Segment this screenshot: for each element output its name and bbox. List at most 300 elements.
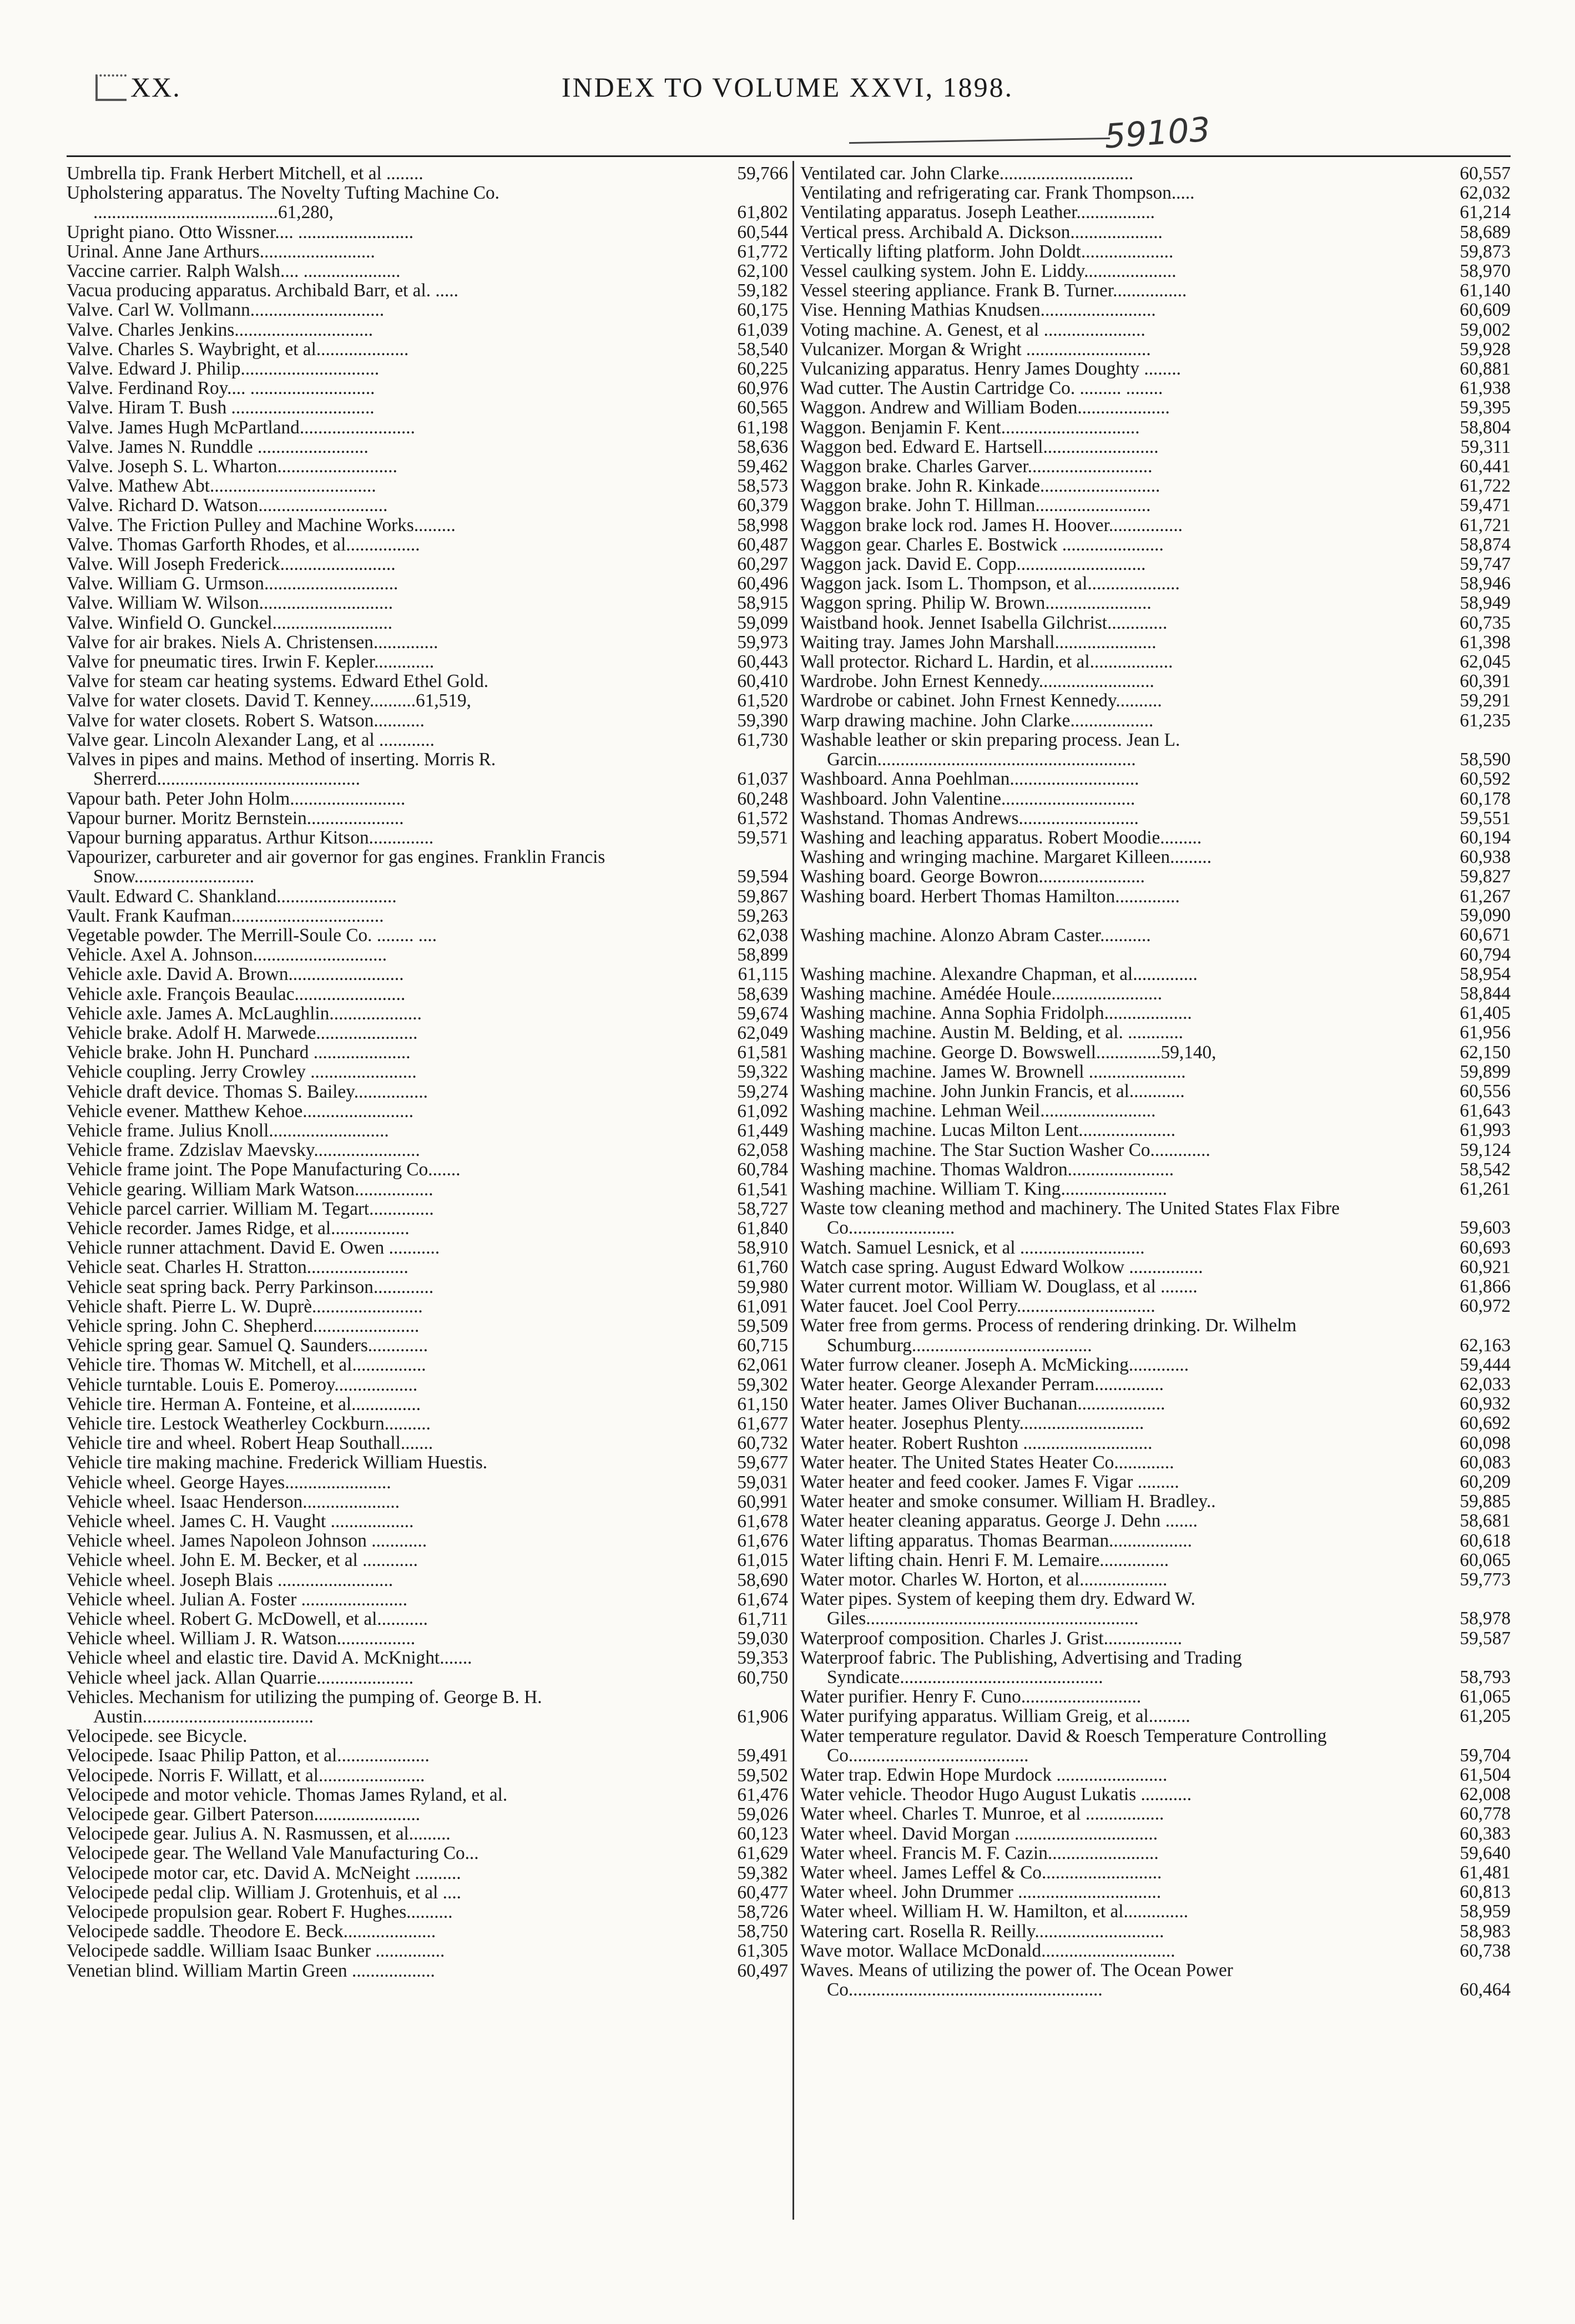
entry-number: 59,382 xyxy=(737,1862,788,1883)
entry-number: 59,674 xyxy=(737,1003,788,1024)
entry-number: 60,379 xyxy=(737,495,788,516)
index-entry xyxy=(67,1668,788,1688)
entry-number: 59,353 xyxy=(737,1648,788,1669)
entry-text: Waggon jack. Isom L. Thompson, et al.................... xyxy=(800,573,1180,594)
entry-number: 61,866 xyxy=(1460,1276,1511,1297)
entry-text: Valve. Charles Jenkins.............................. xyxy=(67,319,373,340)
index-entry xyxy=(67,1297,788,1316)
entry-number: 59,827 xyxy=(1460,866,1511,887)
entry-number: 60,565 xyxy=(737,397,788,418)
entry-text: Water heater. George Alexander Perram............... xyxy=(800,1373,1164,1395)
index-column-left xyxy=(67,164,788,1981)
entry-text: Vehicle tire making machine. Frederick William Huestis. xyxy=(67,1452,488,1473)
entry-text: Vehicle wheel. Julian A. Foster ....................... xyxy=(67,1589,408,1610)
index-entry xyxy=(67,457,788,476)
entry-number: 61,235 xyxy=(1460,710,1511,731)
entry-text: Water trap. Edwin Hope Murdock ........................ xyxy=(800,1765,1168,1786)
index-entry xyxy=(800,1101,1511,1120)
index-entry xyxy=(800,984,1511,1003)
entry-number: 60,991 xyxy=(737,1491,788,1512)
entry-text: Upright piano. Otto Wissner.... ......................... xyxy=(67,221,414,242)
index-entry xyxy=(67,1531,788,1550)
index-entry xyxy=(800,613,1511,633)
index-entry xyxy=(67,906,788,926)
index-entry xyxy=(800,671,1511,691)
entry-number: 59,491 xyxy=(737,1745,788,1766)
entry-number: 60,921 xyxy=(1460,1256,1511,1277)
entry-number: 59,026 xyxy=(737,1804,788,1825)
entry-number: 61,305 xyxy=(737,1941,788,1962)
index-entry xyxy=(67,1082,788,1102)
index-entry xyxy=(67,1824,788,1843)
entry-number: 61,572 xyxy=(737,807,788,828)
index-entry xyxy=(800,1882,1511,1902)
index-entry xyxy=(800,887,1511,906)
entry-text: Valve for air brakes. Niels A. Christensen.............. xyxy=(67,631,438,653)
index-entry xyxy=(67,1570,788,1590)
index-entry xyxy=(800,1511,1511,1530)
entry-number: 59,603 xyxy=(1460,1217,1511,1239)
entry-text: Valve. James Hugh McPartland......................... xyxy=(67,417,415,438)
index-entry xyxy=(67,437,788,457)
index-entry xyxy=(67,1473,788,1492)
index-entry xyxy=(67,671,788,691)
entry-number: 59,099 xyxy=(737,612,788,633)
index-entry xyxy=(67,926,788,945)
entry-text: Vehicle tire. Thomas W. Mitchell, et al................ xyxy=(67,1355,426,1376)
index-entry xyxy=(67,516,788,535)
entry-text: Ventilating and refrigerating car. Frank Thompson..... xyxy=(800,183,1195,204)
entry-text: Water wheel. John Drummer ............................... xyxy=(800,1882,1162,1903)
index-entry xyxy=(800,320,1511,340)
entry-text: Washing machine. James W. Brownell ..................... xyxy=(800,1061,1186,1082)
entry-number: 60,477 xyxy=(737,1882,788,1903)
entry-text: Velocipede. Isaac Philip Patton, et al.................... xyxy=(67,1745,430,1766)
entry-text: Washstand. Thomas Andrews.......................... xyxy=(800,807,1139,828)
entry-text: Water heater cleaning apparatus. George J. Dehn ....... xyxy=(800,1510,1198,1532)
index-entry xyxy=(800,554,1511,574)
index-entry xyxy=(800,652,1511,671)
entry-text: Water wheel. William H. W. Hamilton, et al.............. xyxy=(800,1901,1189,1922)
entry-text: Watering cart. Rosella R. Reilly............................ xyxy=(800,1921,1164,1942)
index-entry xyxy=(67,1395,788,1414)
index-entry xyxy=(800,1140,1511,1160)
entry-number: 60,735 xyxy=(1460,612,1511,633)
entry-text: Washboard. Anna Poehlman............................ xyxy=(800,769,1139,790)
entry-text: Velocipede propulsion gear. Robert F. Hughes.......... xyxy=(67,1902,453,1923)
index-entry xyxy=(67,242,788,261)
entry-number: 62,163 xyxy=(1460,1335,1511,1356)
entry-text: Waggon spring. Philip W. Brown....................... xyxy=(800,593,1152,614)
entry-text: Vacua producing apparatus. Archibald Barr, et al. ..... xyxy=(67,280,458,301)
entry-number: 59,980 xyxy=(737,1276,788,1297)
entry-text: Vapour bath. Peter John Holm......................... xyxy=(67,788,406,809)
entry-text: Vegetable powder. The Merrill-Soule Co. ........ .... xyxy=(67,924,437,946)
entry-number: 61,711 xyxy=(738,1609,788,1630)
entry-number: 61,674 xyxy=(737,1589,788,1610)
entry-number: 61,015 xyxy=(737,1550,788,1571)
entry-text: Valve. Carl W. Vollmann............................. xyxy=(67,300,385,321)
entry-text: Vehicle wheel. John E. M. Becker, et al ............ xyxy=(67,1550,418,1571)
entry-text: Vehicle parcel carrier. William M. Tegart.............. xyxy=(67,1198,434,1219)
entry-text: Washing machine. George D. Bowswell..............59,140, xyxy=(800,1042,1216,1063)
entry-text: Washing and leaching apparatus. Robert Moodie......... xyxy=(800,827,1202,848)
entry-number: 60,209 xyxy=(1460,1472,1511,1492)
entry-number: 58,959 xyxy=(1460,1901,1511,1922)
entry-text: Valve for water closets. Robert S. Watson........... xyxy=(67,710,425,731)
index-entry xyxy=(67,1688,788,1726)
index-entry xyxy=(67,1180,788,1199)
index-entry xyxy=(67,1902,788,1922)
entry-number: 61,481 xyxy=(1460,1862,1511,1883)
index-entry xyxy=(800,1922,1511,1941)
index-entry xyxy=(800,1941,1511,1961)
entry-number: 59,571 xyxy=(737,827,788,848)
handwritten-note: 59103 xyxy=(1103,110,1212,156)
index-entry xyxy=(67,496,788,515)
entry-number: 58,689 xyxy=(1460,221,1511,242)
index-entry xyxy=(800,1531,1511,1550)
index-entry xyxy=(67,633,788,652)
index-entry xyxy=(67,613,788,633)
entry-text: Water purifier. Henry F. Cuno.......................... xyxy=(800,1686,1142,1707)
index-entry xyxy=(67,574,788,593)
entry-text: Vehicle evener. Matthew Kehoe........................ xyxy=(67,1100,414,1121)
entry-text: Vehicle axle. James A. McLaughlin.................... xyxy=(67,1003,422,1024)
entry-text: Vise. Henning Mathias Knudsen......................... xyxy=(800,300,1156,321)
index-entry xyxy=(800,1629,1511,1648)
entry-text: Valve for pneumatic tires. Irwin F. Kepler............. xyxy=(67,651,435,673)
index-entry xyxy=(67,828,788,847)
index-entry xyxy=(800,691,1511,710)
entry-number: 62,038 xyxy=(737,924,788,946)
entry-number: 60,784 xyxy=(737,1159,788,1180)
index-entry xyxy=(67,1121,788,1140)
entry-number: 60,972 xyxy=(1460,1296,1511,1317)
entry-text: Vertical press. Archibald A. Dickson.................... xyxy=(800,221,1163,242)
index-entry xyxy=(67,164,788,183)
index-entry xyxy=(800,1765,1511,1785)
entry-text: Vehicle wheel jack. Allan Quarrie..................... xyxy=(67,1667,414,1688)
entry-number: 60,556 xyxy=(1460,1080,1511,1102)
index-entry xyxy=(800,1199,1511,1237)
entry-number: 61,091 xyxy=(737,1296,788,1317)
index-entry xyxy=(800,1413,1511,1433)
entry-text: Valve. Winfield O. Gunckel.......................... xyxy=(67,612,393,633)
index-entry xyxy=(800,300,1511,320)
entry-number: 58,998 xyxy=(737,514,788,535)
entry-number: 61,115 xyxy=(738,964,788,985)
index-entry xyxy=(67,1550,788,1570)
entry-text: Vessel caulking system. John E. Liddy.................... xyxy=(800,261,1177,282)
index-entry xyxy=(800,1843,1511,1863)
entry-text: Waterproof composition. Charles J. Grist................. xyxy=(800,1628,1183,1649)
entry-number: 61,520 xyxy=(737,690,788,711)
entry-text: Valve. Thomas Garforth Rhodes, et al................ xyxy=(67,534,420,555)
entry-number: 61,721 xyxy=(1460,514,1511,535)
entry-text: Wave motor. Wallace McDonald............................. xyxy=(800,1940,1175,1961)
entry-text: Washing machine. William T. King....................... xyxy=(800,1178,1167,1199)
entry-text: Washable leather or skin preparing process. Jean L. Garcin........................................................ xyxy=(800,729,1180,770)
entry-text: Vapour burning apparatus. Arthur Kitson.............. xyxy=(67,827,434,848)
entry-number: 59,090 60,671 60,794 xyxy=(1460,905,1511,965)
entry-text: Water furrow cleaner. Joseph A. McMicking............. xyxy=(800,1354,1189,1375)
entry-text: Velocipede motor car, etc. David A. McNeight .......... xyxy=(67,1862,461,1883)
entry-text: Velocipede gear. Julius A. N. Rasmussen, et al......... xyxy=(67,1823,451,1845)
entry-text: Washing machine. Lucas Milton Lent..................... xyxy=(800,1120,1176,1141)
entry-number: 62,032 xyxy=(1460,183,1511,204)
index-entry xyxy=(67,1883,788,1902)
index-entry xyxy=(67,711,788,730)
entry-number: 59,030 xyxy=(737,1628,788,1649)
entry-number: 58,949 xyxy=(1460,593,1511,614)
entry-text: Valve. William W. Wilson............................. xyxy=(67,593,393,614)
index-entry xyxy=(800,1082,1511,1101)
index-entry xyxy=(800,1023,1511,1042)
entry-number: 58,970 xyxy=(1460,261,1511,282)
index-entry xyxy=(67,1355,788,1375)
entry-text: Water wheel. Francis M. F. Cazin........................ xyxy=(800,1842,1159,1863)
entry-number: 62,150 xyxy=(1460,1042,1511,1063)
entry-number: 62,008 xyxy=(1460,1784,1511,1805)
index-entry xyxy=(800,535,1511,554)
index-entry xyxy=(67,320,788,340)
page-title: INDEX TO VOLUME XXVI, 1898. xyxy=(561,72,1014,103)
entry-text: Water temperature regulator. David & Roesch Temperature Controlling Co....................................... xyxy=(800,1725,1327,1766)
entry-number: 58,681 xyxy=(1460,1510,1511,1532)
entry-text: Wardrobe. John Ernest Kennedy......................... xyxy=(800,671,1154,692)
entry-number: 60,750 xyxy=(737,1667,788,1688)
entry-number: 62,049 xyxy=(737,1022,788,1043)
entry-text: Valve for water closets. David T. Kenney..........61,519, xyxy=(67,690,471,711)
index-entry xyxy=(67,1746,788,1765)
entry-text: Waggon. Andrew and William Boden.................... xyxy=(800,397,1170,418)
entry-number: 60,976 xyxy=(737,378,788,399)
entry-number: 61,840 xyxy=(737,1217,788,1239)
entry-number: 59,594 xyxy=(737,866,788,887)
index-column-right xyxy=(800,164,1511,1999)
entry-text: Waggon gear. Charles E. Bostwick ...................... xyxy=(800,534,1164,555)
entry-text: Water heater. Robert Rushton ............................ xyxy=(800,1432,1153,1453)
entry-number: 60,496 xyxy=(737,573,788,594)
entry-text: Washboard. John Valentine............................. xyxy=(800,788,1135,809)
entry-text: Waggon brake lock rod. James H. Hoover................ xyxy=(800,514,1183,535)
entry-number: 58,639 xyxy=(737,983,788,1004)
entry-text: Vehicle spring. John C. Shepherd....................... xyxy=(67,1315,420,1336)
index-entry xyxy=(67,1805,788,1824)
entry-text: Vehicle seat. Charles H. Stratton...................... xyxy=(67,1257,408,1278)
entry-number: 61,398 xyxy=(1460,631,1511,653)
entry-number: 61,581 xyxy=(737,1042,788,1063)
entry-number: 59,747 xyxy=(1460,554,1511,575)
entry-number: 59,182 xyxy=(737,280,788,301)
entry-number: 59,274 xyxy=(737,1081,788,1102)
index-entry xyxy=(800,398,1511,417)
index-entry xyxy=(67,1238,788,1257)
index-entry xyxy=(67,1843,788,1863)
index-entry xyxy=(800,1589,1511,1628)
entry-number: 59,471 xyxy=(1460,495,1511,516)
entry-number: 58,793 xyxy=(1460,1667,1511,1688)
entry-number: 59,311 xyxy=(1460,436,1511,457)
index-entry xyxy=(800,847,1511,867)
entry-text: Valve. Hiram T. Bush ............................... xyxy=(67,397,375,418)
entry-text: Vehicle wheel. Isaac Henderson..................... xyxy=(67,1491,400,1512)
entry-number: 58,727 xyxy=(737,1198,788,1219)
index-entry xyxy=(67,1316,788,1336)
index-entry xyxy=(800,1394,1511,1413)
entry-number: 61,039 xyxy=(737,319,788,340)
entry-number: 60,383 xyxy=(1460,1823,1511,1844)
entry-text: Velocipede saddle. William Isaac Bunker ............... xyxy=(67,1941,445,1962)
entry-text: Vault. Edward C. Shankland.......................... xyxy=(67,886,397,907)
index-entry xyxy=(800,1863,1511,1882)
index-entry xyxy=(800,1648,1511,1687)
index-entry xyxy=(67,1004,788,1023)
index-entry xyxy=(800,964,1511,984)
entry-text: Washing machine. Alonzo Abram Caster........... xyxy=(800,924,1151,946)
entry-number: 61,037 xyxy=(737,769,788,790)
entry-number: 59,551 xyxy=(1460,807,1511,828)
entry-text: Vehicle wheel. William J. R. Watson................. xyxy=(67,1628,416,1649)
entry-number: 61,261 xyxy=(1460,1178,1511,1199)
index-entry xyxy=(800,1316,1511,1355)
entry-number: 62,100 xyxy=(737,261,788,282)
entry-number: 59,302 xyxy=(737,1374,788,1395)
index-entry xyxy=(67,1043,788,1062)
index-entry xyxy=(67,1766,788,1785)
entry-number: 59,291 xyxy=(1460,690,1511,711)
index-entry xyxy=(67,281,788,300)
entry-text: Vehicle spring gear. Samuel Q. Saunders............. xyxy=(67,1335,428,1356)
index-entry xyxy=(67,750,788,789)
entry-text: Water heater. Josephus Plenty........................... xyxy=(800,1413,1144,1434)
entry-number: 61,267 xyxy=(1460,886,1511,907)
entry-number: 60,225 xyxy=(737,358,788,380)
entry-number: 58,954 xyxy=(1460,963,1511,984)
entry-number: 60,692 xyxy=(1460,1413,1511,1434)
entry-text: Wall protector. Richard L. Hardin, et al.................. xyxy=(800,651,1173,673)
index-entry xyxy=(67,223,788,242)
entry-text: Waggon. Benjamin F. Kent.............................. xyxy=(800,417,1140,438)
index-entry xyxy=(800,711,1511,730)
index-entry xyxy=(800,906,1511,964)
index-entry xyxy=(67,1414,788,1433)
index-entry xyxy=(800,1433,1511,1453)
index-entry xyxy=(800,359,1511,378)
entry-number: 61,504 xyxy=(1460,1765,1511,1786)
entry-text: Valve for steam car heating systems. Edward Ethel Gold. xyxy=(67,671,489,692)
entry-number: 61,405 xyxy=(1460,1003,1511,1024)
entry-text: Water wheel. Charles T. Munroe, et al ................. xyxy=(800,1803,1164,1825)
entry-text: Vertically lifting platform. John Doldt.................... xyxy=(800,241,1174,262)
entry-number: 59,973 xyxy=(737,631,788,653)
entry-text: Water faucet. Joel Cool Perry.............................. xyxy=(800,1296,1155,1317)
entry-number: 58,573 xyxy=(737,476,788,497)
entry-text: Venetian blind. William Martin Green .................. xyxy=(67,1960,435,1981)
index-entry xyxy=(800,418,1511,437)
entry-number: 61,198 xyxy=(737,417,788,438)
entry-text: Velocipede gear. The Welland Vale Manufacturing Co... xyxy=(67,1843,479,1864)
entry-text: Vapour burner. Moritz Bernstein..................... xyxy=(67,807,404,828)
index-entry xyxy=(800,633,1511,652)
entry-text: Vehicle gearing. William Mark Watson................. xyxy=(67,1179,433,1200)
entry-text: Vehicle wheel. Robert G. McDowell, et al........... xyxy=(67,1609,428,1630)
entry-number: 60,932 xyxy=(1460,1393,1511,1414)
index-entry xyxy=(67,340,788,359)
entry-number: 62,058 xyxy=(737,1140,788,1161)
entry-text: Vehicle shaft. Pierre L. W. Duprè........................ xyxy=(67,1296,423,1317)
entry-number: 61,205 xyxy=(1460,1706,1511,1727)
entry-number: 61,802 xyxy=(737,202,788,223)
entry-number: 60,175 xyxy=(737,300,788,321)
entry-text: Waiting tray. James John Marshall...................... xyxy=(800,631,1157,653)
index-entry xyxy=(800,340,1511,359)
index-entry xyxy=(800,1120,1511,1140)
entry-text: Valve. William G. Urmson............................. xyxy=(67,573,398,594)
entry-text: Waggon brake. John R. Kinkade.......................... xyxy=(800,476,1160,497)
index-entry xyxy=(800,437,1511,457)
entry-number: 59,899 xyxy=(1460,1061,1511,1082)
index-entry xyxy=(67,1140,788,1160)
index-entry xyxy=(67,398,788,417)
entry-number: 60,715 xyxy=(737,1335,788,1356)
index-entry xyxy=(67,1726,788,1746)
index-entry xyxy=(67,1102,788,1121)
entry-number: 59,766 xyxy=(737,163,788,184)
entry-text: Vessel steering appliance. Frank B. Turner................ xyxy=(800,280,1187,301)
entry-number: 62,033 xyxy=(1460,1373,1511,1395)
index-entry xyxy=(800,867,1511,886)
entry-number: 58,978 xyxy=(1460,1608,1511,1629)
index-entry xyxy=(67,789,788,809)
entry-number: 60,544 xyxy=(737,221,788,242)
entry-number: 59,031 xyxy=(737,1472,788,1493)
entry-number: 60,557 xyxy=(1460,163,1511,184)
index-entry xyxy=(67,1785,788,1805)
index-entry xyxy=(800,730,1511,769)
index-entry xyxy=(67,691,788,710)
header-rule xyxy=(67,155,1511,157)
index-entry xyxy=(800,164,1511,183)
entry-number: 61,938 xyxy=(1460,378,1511,399)
entry-number: 60,441 xyxy=(1460,456,1511,477)
handwritten-stroke xyxy=(849,138,1110,144)
entry-number: 58,590 xyxy=(1460,749,1511,770)
entry-text: Upholstering apparatus. The Novelty Tufting Machine Co. ........................................61,280, xyxy=(67,183,499,223)
entry-text: Washing machine. Alexandre Chapman, et al.............. xyxy=(800,963,1198,984)
entry-number: 61,476 xyxy=(737,1784,788,1805)
entry-text: Waterproof fabric. The Publishing, Advertising and Trading Syndicate............................................ xyxy=(800,1647,1242,1688)
entry-text: Voting machine. A. Genest, et al ...................... xyxy=(800,319,1145,340)
entry-text: Vehicle recorder. James Ridge, et al................. xyxy=(67,1217,410,1239)
entry-text: Wardrobe or cabinet. John Frnest Kennedy.......... xyxy=(800,690,1162,711)
index-entry xyxy=(67,964,788,984)
entry-text: Vulcanizing apparatus. Henry James Doughty ........ xyxy=(800,358,1181,380)
entry-text: Water vehicle. Theodor Hugo August Lukatis ........... xyxy=(800,1784,1192,1805)
entry-text: Washing board. George Bowron....................... xyxy=(800,866,1145,887)
entry-text: Vehicle frame joint. The Pope Manufacturing Co....... xyxy=(67,1159,461,1180)
entry-text: Velocipede saddle. Theodore E. Beck.................... xyxy=(67,1921,436,1942)
index-entry xyxy=(67,1062,788,1082)
entry-number: 61,214 xyxy=(1460,202,1511,223)
entry-number: 61,065 xyxy=(1460,1686,1511,1707)
entry-text: Vehicle. Axel A. Johnson............................. xyxy=(67,944,387,966)
index-entry xyxy=(67,1941,788,1961)
entry-number: 61,643 xyxy=(1460,1100,1511,1121)
index-entry xyxy=(67,1629,788,1648)
entry-number: 58,910 xyxy=(737,1237,788,1259)
